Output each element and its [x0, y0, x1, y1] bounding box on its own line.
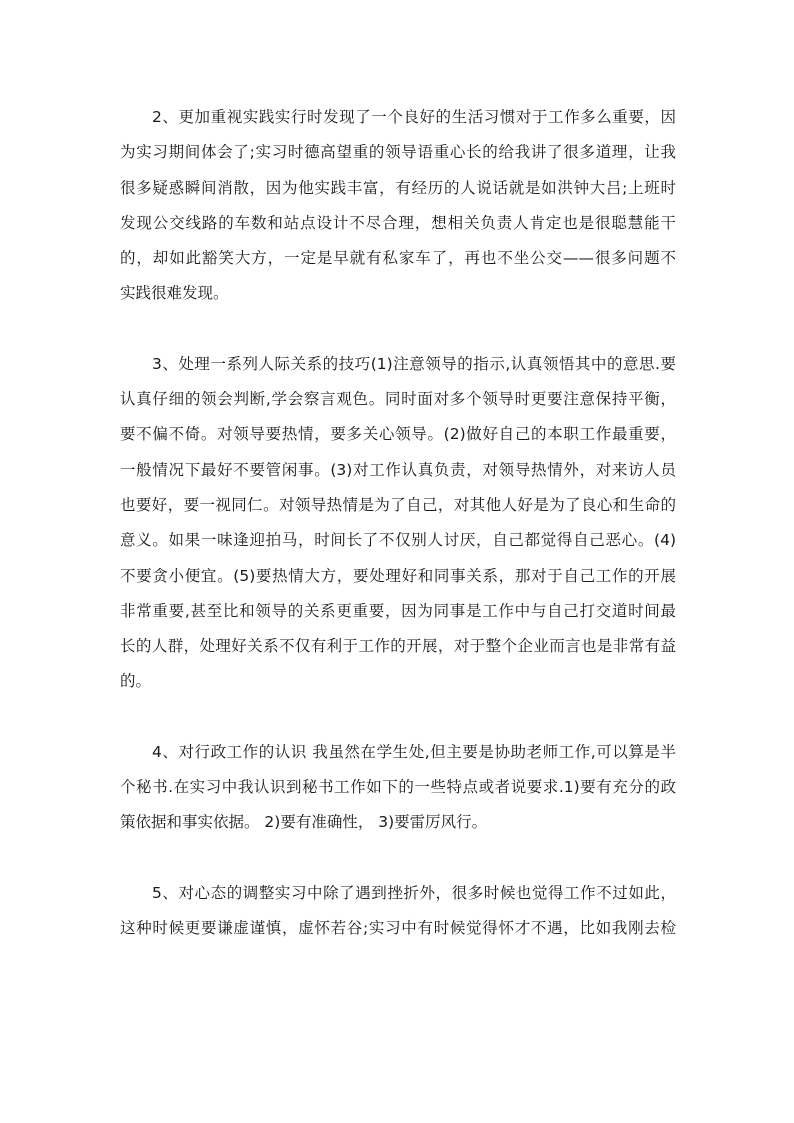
text-line: 认真仔细的领会判断,学会察言观色。同时面对多个领导时更要注意保持平衡， [120, 390, 676, 409]
text-line: 个秘书.在实习中我认识到秘书工作如下的一些特点或者说要求.1)要有充分的政 [120, 778, 676, 797]
text-line: 这种时候更要谦虚谨慎，虚怀若谷;实习中有时候觉得怀才不遇，比如我刚去检 [120, 918, 676, 937]
text-line: 为实习期间体会了;实习时德高望重的领导语重心长的给我讲了很多道理，让我 [120, 143, 676, 162]
text-line: 的，却如此豁笑大方，一定是早就有私家车了，再也不坐公交——很多问题不 [120, 249, 676, 268]
text-line: 一般情况下最好不要管闲事。(3)对工作认真负责，对领导热情外，对来访人员 [120, 460, 676, 479]
paragraph-mindset [120, 876, 676, 947]
text-line: 3、处理一系列人际关系的技巧(1)注意领导的指示,认真领悟其中的意思.要 [152, 354, 676, 373]
text-line: 2、更加重视实践实行时发现了一个良好的生活习惯对于工作多么重要，因 [152, 108, 676, 126]
document-body [120, 100, 676, 981]
text-line: 非常重要,甚至比和领导的关系更重要，因为同事是工作中与自己打交道时间最 [120, 601, 676, 620]
text-line: 也要好，要一视同仁。对领导热情是为了自己，对其他人好是为了良心和生命的 [120, 495, 676, 514]
paragraph-relationships [120, 347, 676, 700]
text-line: 的。 [120, 672, 152, 691]
text-line: 要不偏不倚。对领导要热情，要多关心领导。(2)做好自己的本职工作最重要， [120, 425, 676, 444]
text-line: 长的人群，处理好关系不仅有利于工作的开展，对于整个企业而言也是非常有益 [120, 637, 676, 656]
paragraph-administration [120, 735, 676, 841]
paragraph-practice [120, 100, 676, 312]
text-line: 不要贪小便宜。(5)要热情大方，要处理好和同事关系，那对于自己工作的开展 [120, 566, 676, 585]
text-line: 4、对行政工作的认识 我虽然在学生处,但主要是协助老师工作,可以算是半 [152, 742, 676, 761]
text-line: 发现公交线路的车数和站点设计不尽合理，想相关负责人肯定也是很聪慧能干 [120, 213, 676, 232]
text-line: 实践很难发现。 [120, 284, 229, 303]
text-line: 策依据和事实依据。 2)要有准确性， 3)要雷厉风行。 [120, 813, 488, 832]
text-line: 很多疑惑瞬间消散，因为他实践丰富，有经历的人说话就是如洪钟大吕;上班时 [120, 178, 676, 197]
text-line: 意义。如果一味逢迎拍马，时间长了不仅别人讨厌，自己都觉得自己恶心。(4) [120, 531, 676, 550]
text-line: 5、对心态的调整实习中除了遇到挫折外，很多时候也觉得工作不过如此， [152, 883, 676, 902]
